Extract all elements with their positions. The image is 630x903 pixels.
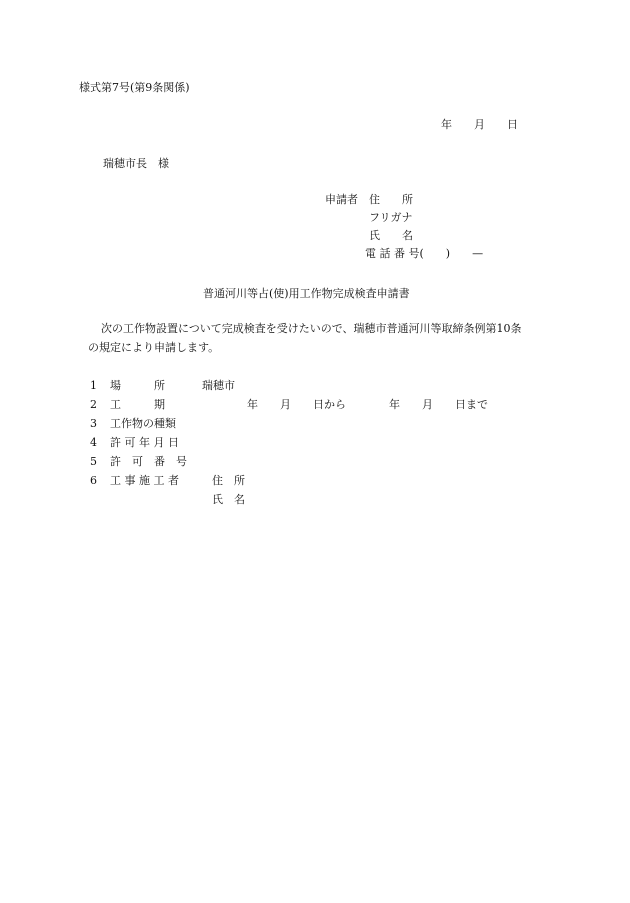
applicant-label: 申請者 <box>325 193 358 206</box>
item-label: 許 可 番 号 <box>110 455 187 468</box>
period-start: 年 月 日から <box>247 398 346 411</box>
body-line-2: の規定により申請します。 <box>88 341 220 354</box>
item-label: 場 所 <box>110 379 165 392</box>
item-number: 6 <box>90 474 97 487</box>
date-line: 年 月 日 <box>441 118 518 131</box>
item-number: 3 <box>90 417 97 430</box>
item-number: 5 <box>90 455 97 468</box>
item-number: 4 <box>90 436 97 449</box>
item-label: 工作物の種類 <box>110 417 176 430</box>
item-label: 許 可 年 月 日 <box>110 436 179 449</box>
item-number: 2 <box>90 398 97 411</box>
document-title: 普通河川等占(使)用工作物完成検査申請書 <box>203 287 410 300</box>
item-number: 1 <box>90 379 97 392</box>
item-label: 工 期 <box>110 398 165 411</box>
body-line-1: 次の工作物設置について完成検査を受けたいので、瑞穂市普通河川等取締条例第10条 <box>101 322 522 335</box>
furigana-label: フリガナ <box>369 211 413 224</box>
name-label: 氏 名 <box>369 229 413 242</box>
address-label: 住 所 <box>369 193 413 206</box>
contractor-address-label: 住 所 <box>212 474 245 487</box>
phone-label: 電 話 番 号( ) — <box>365 247 484 260</box>
form-number: 様式第7号(第9条関係) <box>79 81 190 94</box>
period-end: 年 月 日まで <box>389 398 488 411</box>
item-label: 工 事 施 工 者 <box>110 474 179 487</box>
item-value: 瑞穂市 <box>202 379 235 392</box>
addressee: 瑞穂市長 様 <box>103 157 169 170</box>
contractor-name-label: 氏 名 <box>212 493 245 506</box>
